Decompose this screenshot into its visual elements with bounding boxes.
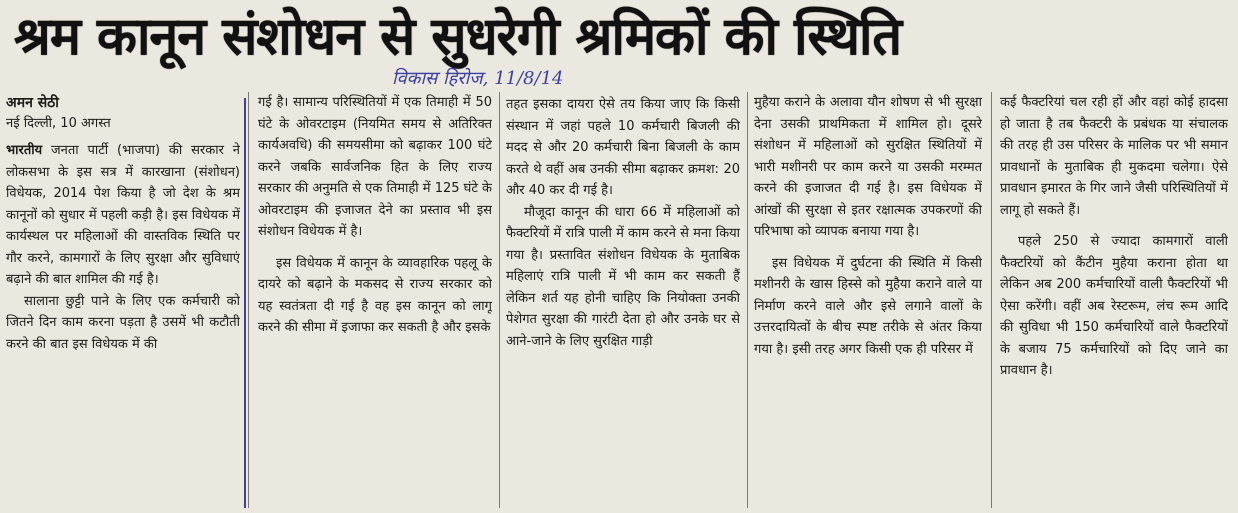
paragraph: गई है। सामान्य परिस्थितियों में एक तिमाही में 50 घंटे के ओवरटाइम (नियमित समय से अतिरिक्त कार्यअवधि) की समयसीमा को बढ़ाकर 100 घंटे करने जबकि सार्वजनिक हित के लिए राज्य सरकार की अनुमति से एक तिमाही में 125 घंटे के ओवरटाइम की इजाजत देने का प्रस्ताव भी इस संशोधन विधेयक में है। — [258, 95, 492, 239]
paragraph: कई फैक्टरियां चल रही हों और वहां कोई हादसा हो जाता है तब फैक्टरी के प्रबंधक या संचालक की तरह ही उस परिसर के मालिक पर भी समान प्रावधानों के मुताबिक ही मुकदमा चलेगा। ऐसे प्रावधान इमारत के गिर जाने जैसी परिस्थितियों में लागू हो सकते हैं। — [1000, 95, 1228, 218]
column-divider — [747, 92, 748, 508]
paragraph: इस विधेयक में दुर्घटना की स्थिति में किसी मशीनरी के खास हिस्से को मुहैया कराने वाले या निर्माण करने वाले और इसे लगाने वालों के उत्तरदायित्वों के बीच स्पष्ट तरीके से अंतर किया गया है। इसी तरह अगर किसी एक ही परिसर में — [754, 255, 982, 357]
column-divider — [499, 92, 500, 508]
paragraph: तहत इसका दायरा ऐसे तय किया जाए कि किसी संस्थान में जहां पहले 10 कर्मचारी बिजली की मदद से और 20 कर्मचारी बिना बिजली के काम करते थे वहीं अब उनकी सीमा बढ़ाकर क्रमश: 20 और 40 कर दी गई है। — [506, 97, 740, 198]
paragraph-text: जनता पार्टी (भाजपा) की सरकार ने लोकसभा के इस सत्र में कारखाना (संशोधन) विधेयक, 2014 पेश किया है जो देश के श्रम कानूनों को सुधार में पहली कड़ी है। इस विधेयक में कार्यस्थल पर महिलाओं की वास्तविक स्थिति पर गौर करने, कामगारों के लिए सुरक्षा और सुविधाएं बढ़ाने की बात शामिल की गई है। — [6, 143, 240, 287]
paragraph: इस विधेयक में कानून के व्यावहारिक पहलू के दायरे को बढ़ाने के मकसद से राज्य सरकार को यह स्वतंत्रता दी गई है वह इस कानून को लागू करने की सीमा में इजाफा कर सकती है और इसके — [258, 255, 492, 335]
paragraph: सालाना छुट्टी पाने के लिए एक कर्मचारी को जितने दिन काम करना पड़ता है उसमें भी कटौती करने की बात इस विधेयक में की — [6, 293, 240, 352]
column-2 — [258, 92, 492, 508]
paragraph: पहले 250 से ज्यादा कामगारों वाली फैक्टरियों को कैंटीन मुहैया कराना होता था लेकिन अब 200 कर्मचारियों वाली फैक्टरियों भी ऐसा करेंगी। वहीं अब रेस्टरूम, लंच रूम आदि की सुविधा भी 150 कर्मचारियों वाले फैक्टरियों के बजाय 75 कर्मचारियों को दिए जाने का प्रावधान है। — [1000, 234, 1228, 378]
column-4 — [754, 92, 982, 508]
paragraph: मौजूदा कानून की धारा 66 में महिलाओं को फैक्टरियों में रात्रि पाली में काम करने से मना किया गया है। प्रस्तावित संशोधन विधेयक के मुताबिक महिलाएं रात्रि पाली में भी काम कर सकती हैं लेकिन शर्त यह होनी चाहिए कि नियोक्ता उनकी पेशेगत सुरक्षा की गारंटी देता हो और उनके घर से आने-जाने के लिए सुरक्षित गाड़ी — [506, 204, 740, 349]
paragraph: मुहैया कराने के अलावा यौन शोषण से भी सुरक्षा देना उसकी प्राथमिकता में शामिल हो। दूसरे संशोधन में महिलाओं को सुरक्षित स्थितियों में भारी मशीनरी पर काम करने या उसकी मरम्मत करने की इजाजत दी गई है। इस विधेयक में आंखों की सुरक्षा से इतर रक्षात्मक उपकरणों की परिभाषा को व्यापक बनाया गया है। — [754, 95, 982, 239]
column-1 — [6, 92, 240, 508]
headline: श्रम कानून संशोधन से सुधरेगी श्रमिकों की स्थिति — [14, 7, 902, 67]
pen-margin-line — [244, 98, 246, 508]
dateline: नई दिल्ली, 10 अगस्त — [6, 116, 111, 131]
column-3 — [506, 94, 740, 510]
byline: अमन सेठी — [6, 95, 59, 111]
column-5 — [1000, 92, 1228, 508]
lead-word: भारतीय — [6, 143, 43, 158]
column-divider — [991, 92, 992, 508]
handwritten-note: विकास हिरोज, 11/8/14 — [392, 68, 564, 89]
paragraph — [6, 140, 240, 291]
column-divider — [248, 92, 249, 508]
